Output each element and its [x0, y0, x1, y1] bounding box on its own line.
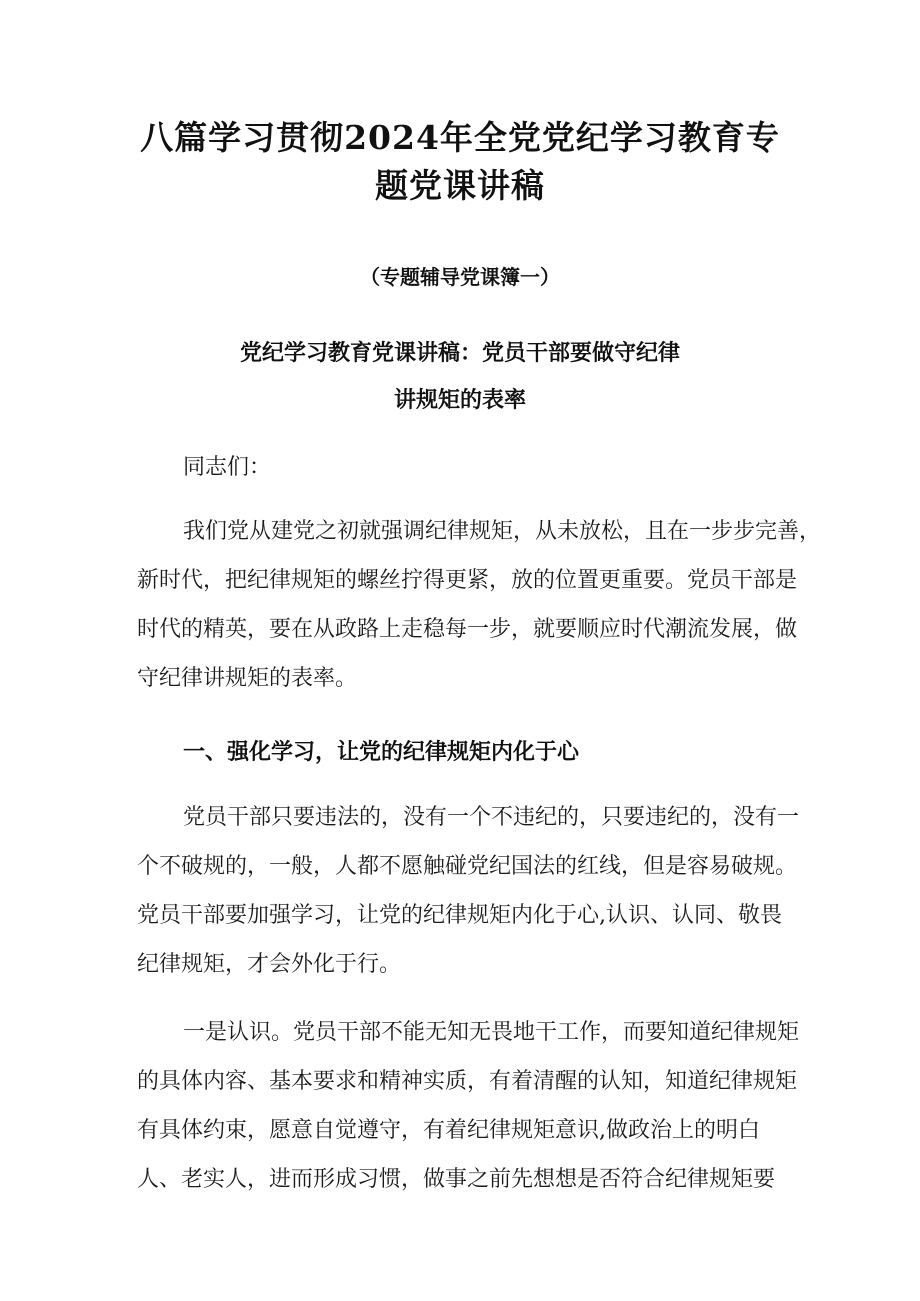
paragraph1-line4: 守纪律讲规矩的表率。: [137, 666, 358, 691]
document-title-line2: 题党课讲稿: [375, 166, 545, 205]
paragraph1-line2: 新时代，把纪律规矩的螺丝拧得更紧，放的位置更重要。党员干部是: [137, 568, 798, 593]
paragraph2-line3: 党员干部要加强学习，让党的纪律规矩内化于心,认识、认同、敬畏: [137, 903, 782, 928]
paragraph3-line2: 的具体内容、基本要求和精神实质，有着清醒的认知，知道纪律规矩: [137, 1069, 798, 1094]
document-title-line1: 八篇学习贯彻2024年全党党纪学习教育专: [140, 118, 780, 157]
lecture-title-line2: 讲规矩的表率: [393, 388, 526, 413]
greeting: 同志们：: [183, 455, 272, 480]
paragraph3-line3: 有具体约束，愿意自觉遵守，有着纪律规矩意识,做政治上的明白: [137, 1118, 760, 1143]
paragraph2-line1: 党员干部只要违法的，没有一个不违纪的，只要违纪的，没有一: [183, 805, 800, 830]
paragraph1-line1: 我们党从建党之初就强调纪律规矩，从未放松，且在一步步完善，: [183, 519, 822, 544]
paragraph2-line2: 个不破规的，一般，人都不愿触碰党纪国法的红线，但是容易破规。: [137, 854, 798, 879]
paragraph2-line4: 纪律规矩，才会外化于行。: [137, 952, 402, 977]
document-subtitle: （专题辅导党课簿一）: [360, 265, 560, 289]
paragraph3-line4: 人、老实人，进而形成习惯，做事之前先想想是否符合纪律规矩要: [137, 1167, 776, 1192]
paragraph1-line3: 时代的精英，要在从政路上走稳每一步，就要顺应时代潮流发展，做: [137, 617, 798, 642]
section1-heading: 一、强化学习，让党的纪律规矩内化于心: [183, 740, 580, 765]
paragraph3-line1: 一是认识。党员干部不能无知无畏地干工作，而要知道纪律规矩: [183, 1020, 800, 1045]
lecture-title-line1: 党纪学习教育党课讲稿：党员干部要做守纪律: [239, 341, 680, 366]
